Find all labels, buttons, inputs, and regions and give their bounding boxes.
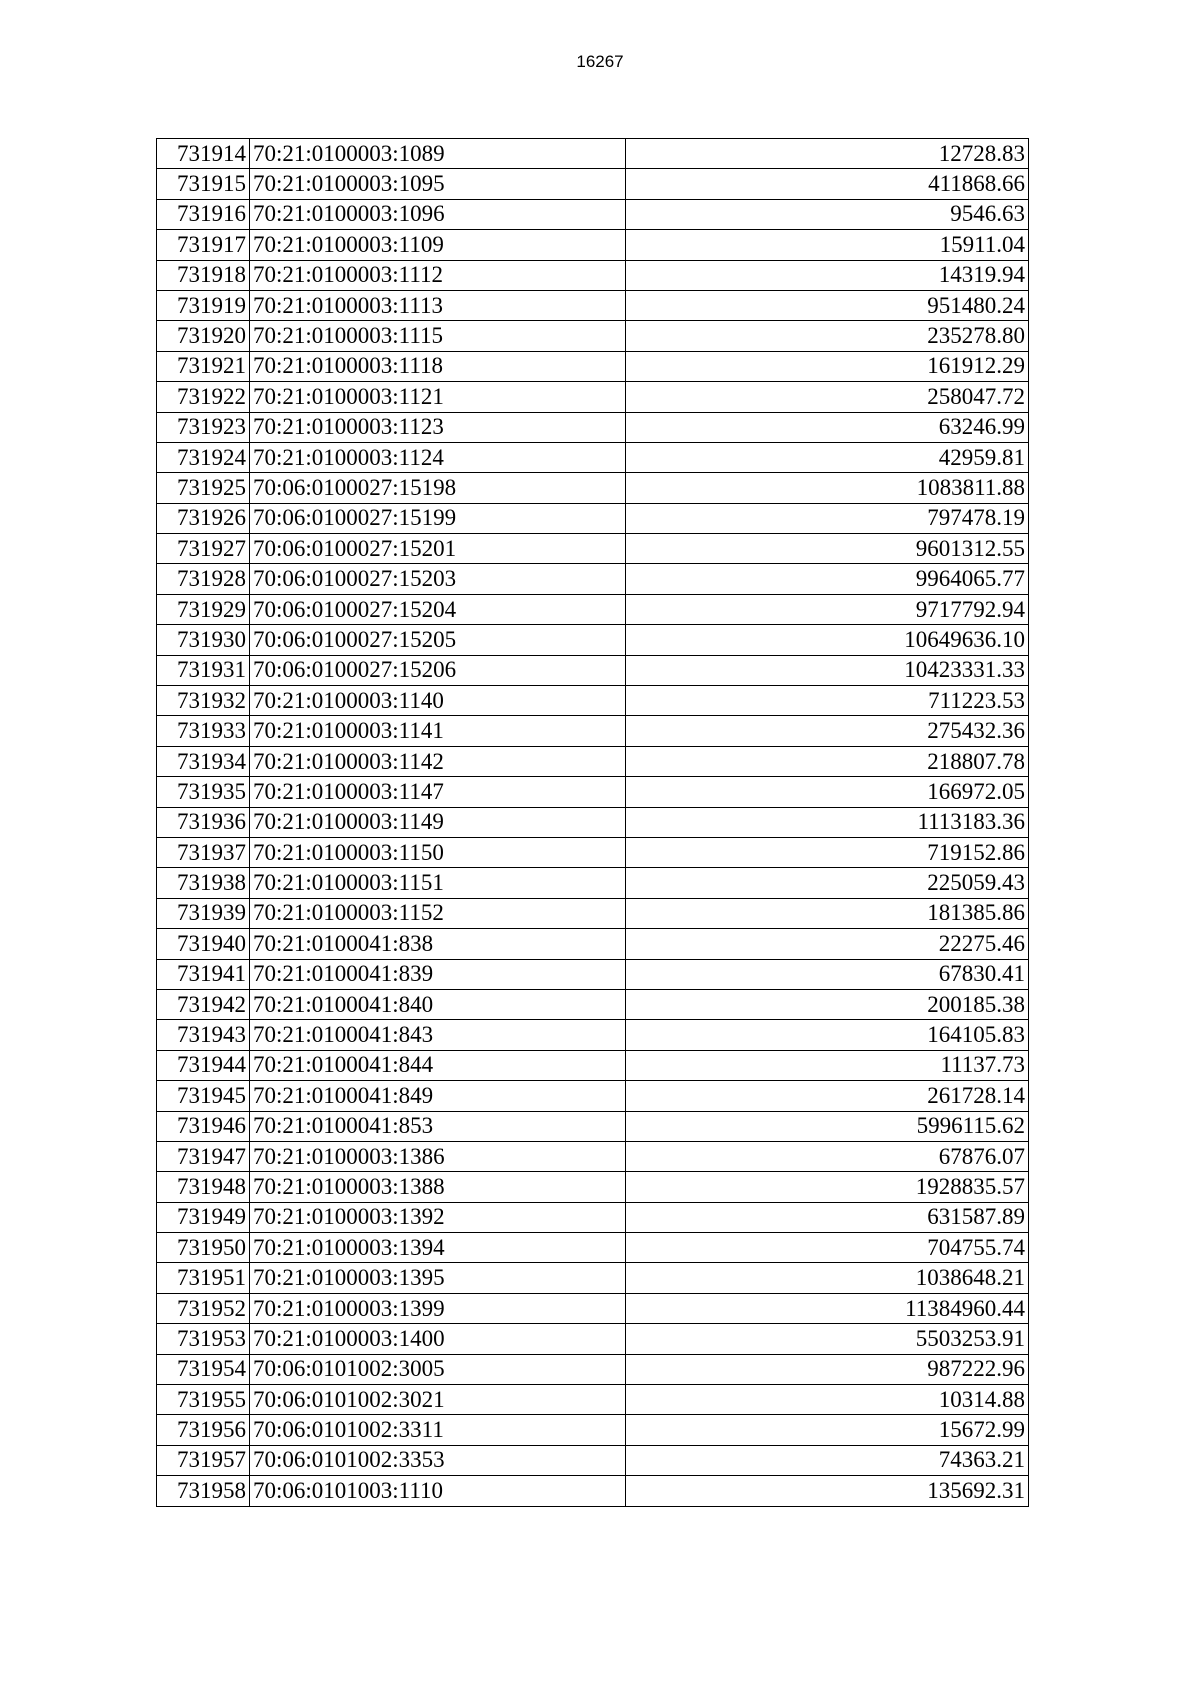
table-row <box>157 837 1029 867</box>
row-number-cell: 731958 <box>157 1476 250 1506</box>
table-row <box>157 1263 1029 1293</box>
row-number-cell: 731945 <box>157 1081 250 1111</box>
table-row <box>157 807 1029 837</box>
cadastral-value-cell: 258047.72 <box>626 382 1029 412</box>
cadastral-value-cell: 1038648.21 <box>626 1263 1029 1293</box>
cadastral-value-cell: 411868.66 <box>626 169 1029 199</box>
cadastral-value-cell: 631587.89 <box>626 1202 1029 1232</box>
cadastral-number-cell: 70:21:0100041:840 <box>250 989 626 1019</box>
table-row <box>157 625 1029 655</box>
row-number-cell: 731942 <box>157 989 250 1019</box>
cadastral-value-cell: 200185.38 <box>626 989 1029 1019</box>
table-row <box>157 1111 1029 1141</box>
cadastral-value-cell: 711223.53 <box>626 686 1029 716</box>
cadastral-number-cell: 70:21:0100003:1392 <box>250 1202 626 1232</box>
cadastral-number-cell: 70:21:0100003:1400 <box>250 1324 626 1354</box>
cadastral-number-cell: 70:21:0100003:1388 <box>250 1172 626 1202</box>
table-row <box>157 503 1029 533</box>
cadastral-value-cell: 235278.80 <box>626 321 1029 351</box>
row-number-cell: 731934 <box>157 746 250 776</box>
cadastral-value-cell: 951480.24 <box>626 290 1029 320</box>
cadastral-value-cell: 9546.63 <box>626 199 1029 229</box>
cadastral-number-cell: 70:21:0100003:1112 <box>250 260 626 290</box>
table-row <box>157 1081 1029 1111</box>
table-row <box>157 1354 1029 1384</box>
cadastral-number-cell: 70:06:0100027:15206 <box>250 655 626 685</box>
cadastral-number-cell: 70:21:0100003:1399 <box>250 1293 626 1323</box>
page-number: 16267 <box>576 52 624 71</box>
cadastral-value-cell: 135692.31 <box>626 1476 1029 1506</box>
table-row <box>157 746 1029 776</box>
cadastral-number-cell: 70:21:0100041:839 <box>250 959 626 989</box>
row-number-cell: 731950 <box>157 1233 250 1263</box>
table-row <box>157 564 1029 594</box>
row-number-cell: 731927 <box>157 534 250 564</box>
row-number-cell: 731914 <box>157 139 250 169</box>
cadastral-value-cell: 164105.83 <box>626 1020 1029 1050</box>
row-number-cell: 731915 <box>157 169 250 199</box>
row-number-cell: 731931 <box>157 655 250 685</box>
row-number-cell: 731923 <box>157 412 250 442</box>
table-row <box>157 382 1029 412</box>
cadastral-value-cell: 275432.36 <box>626 716 1029 746</box>
row-number-cell: 731924 <box>157 442 250 472</box>
table-row <box>157 260 1029 290</box>
table-row <box>157 959 1029 989</box>
cadastral-value-cell: 9601312.55 <box>626 534 1029 564</box>
cadastral-number-cell: 70:21:0100003:1149 <box>250 807 626 837</box>
cadastral-number-cell: 70:06:0101002:3353 <box>250 1445 626 1475</box>
cadastral-value-cell: 10314.88 <box>626 1385 1029 1415</box>
cadastral-number-cell: 70:06:0100027:15201 <box>250 534 626 564</box>
cadastral-number-cell: 70:21:0100003:1386 <box>250 1141 626 1171</box>
row-number-cell: 731926 <box>157 503 250 533</box>
cadastral-number-cell: 70:21:0100003:1095 <box>250 169 626 199</box>
cadastral-number-cell: 70:06:0101003:1110 <box>250 1476 626 1506</box>
cadastral-value-cell: 11137.73 <box>626 1050 1029 1080</box>
cadastral-number-cell: 70:21:0100003:1395 <box>250 1263 626 1293</box>
cadastral-value-cell: 704755.74 <box>626 1233 1029 1263</box>
cadastral-number-cell: 70:21:0100003:1141 <box>250 716 626 746</box>
cadastral-value-cell: 11384960.44 <box>626 1293 1029 1323</box>
cadastral-value-cell: 9717792.94 <box>626 594 1029 624</box>
table-row <box>157 1020 1029 1050</box>
cadastral-value-cell: 1928835.57 <box>626 1172 1029 1202</box>
row-number-cell: 731952 <box>157 1293 250 1323</box>
row-number-cell: 731953 <box>157 1324 250 1354</box>
row-number-cell: 731955 <box>157 1385 250 1415</box>
table-row <box>157 989 1029 1019</box>
row-number-cell: 731919 <box>157 290 250 320</box>
row-number-cell: 731917 <box>157 230 250 260</box>
cadastral-number-cell: 70:06:0101002:3311 <box>250 1415 626 1445</box>
cadastral-value-cell: 5996115.62 <box>626 1111 1029 1141</box>
table-row <box>157 1202 1029 1232</box>
row-number-cell: 731956 <box>157 1415 250 1445</box>
table-row <box>157 1141 1029 1171</box>
cadastral-number-cell: 70:06:0100027:15199 <box>250 503 626 533</box>
row-number-cell: 731916 <box>157 199 250 229</box>
cadastral-number-cell: 70:21:0100003:1115 <box>250 321 626 351</box>
row-number-cell: 731944 <box>157 1050 250 1080</box>
cadastral-number-cell: 70:21:0100003:1109 <box>250 230 626 260</box>
table-row <box>157 1050 1029 1080</box>
table-row <box>157 442 1029 472</box>
cadastral-number-cell: 70:21:0100041:853 <box>250 1111 626 1141</box>
table-row <box>157 929 1029 959</box>
table-row <box>157 139 1029 169</box>
table-row <box>157 1476 1029 1506</box>
cadastral-value-cell: 15911.04 <box>626 230 1029 260</box>
row-number-cell: 731957 <box>157 1445 250 1475</box>
cadastral-number-cell: 70:21:0100003:1123 <box>250 412 626 442</box>
row-number-cell: 731940 <box>157 929 250 959</box>
cadastral-number-cell: 70:21:0100041:849 <box>250 1081 626 1111</box>
row-number-cell: 731922 <box>157 382 250 412</box>
cadastral-value-cell: 225059.43 <box>626 868 1029 898</box>
row-number-cell: 731947 <box>157 1141 250 1171</box>
cadastral-value-cell: 1113183.36 <box>626 807 1029 837</box>
table-body <box>157 139 1029 1507</box>
cadastral-value-cell: 22275.46 <box>626 929 1029 959</box>
cadastral-value-cell: 74363.21 <box>626 1445 1029 1475</box>
cadastral-value-cell: 10649636.10 <box>626 625 1029 655</box>
row-number-cell: 731921 <box>157 351 250 381</box>
cadastral-number-cell: 70:21:0100003:1096 <box>250 199 626 229</box>
cadastral-value-cell: 161912.29 <box>626 351 1029 381</box>
cadastral-value-cell: 797478.19 <box>626 503 1029 533</box>
cadastral-number-cell: 70:21:0100041:843 <box>250 1020 626 1050</box>
table-row <box>157 321 1029 351</box>
row-number-cell: 731930 <box>157 625 250 655</box>
row-number-cell: 731932 <box>157 686 250 716</box>
cadastral-number-cell: 70:21:0100003:1150 <box>250 837 626 867</box>
cadastral-number-cell: 70:06:0101002:3021 <box>250 1385 626 1415</box>
row-number-cell: 731918 <box>157 260 250 290</box>
row-number-cell: 731925 <box>157 473 250 503</box>
cadastral-value-cell: 63246.99 <box>626 412 1029 442</box>
cadastral-number-cell: 70:21:0100003:1140 <box>250 686 626 716</box>
table-row <box>157 1233 1029 1263</box>
cadastral-number-cell: 70:21:0100003:1394 <box>250 1233 626 1263</box>
cadastral-number-cell: 70:21:0100003:1118 <box>250 351 626 381</box>
cadastral-value-cell: 261728.14 <box>626 1081 1029 1111</box>
cadastral-value-table <box>156 138 1029 1507</box>
cadastral-number-cell: 70:06:0100027:15198 <box>250 473 626 503</box>
cadastral-number-cell: 70:06:0100027:15204 <box>250 594 626 624</box>
cadastral-value-cell: 12728.83 <box>626 139 1029 169</box>
cadastral-number-cell: 70:21:0100041:844 <box>250 1050 626 1080</box>
cadastral-value-cell: 218807.78 <box>626 746 1029 776</box>
cadastral-number-cell: 70:21:0100003:1152 <box>250 898 626 928</box>
cadastral-value-cell: 719152.86 <box>626 837 1029 867</box>
cadastral-value-cell: 166972.05 <box>626 777 1029 807</box>
cadastral-value-cell: 5503253.91 <box>626 1324 1029 1354</box>
row-number-cell: 731954 <box>157 1354 250 1384</box>
table-row <box>157 169 1029 199</box>
cadastral-number-cell: 70:21:0100003:1147 <box>250 777 626 807</box>
table-row <box>157 868 1029 898</box>
row-number-cell: 731949 <box>157 1202 250 1232</box>
table-row <box>157 686 1029 716</box>
cadastral-value-cell: 67876.07 <box>626 1141 1029 1171</box>
table-row <box>157 1172 1029 1202</box>
table-row <box>157 230 1029 260</box>
table-row <box>157 1324 1029 1354</box>
table-row <box>157 199 1029 229</box>
table-row <box>157 290 1029 320</box>
cadastral-value-cell: 987222.96 <box>626 1354 1029 1384</box>
table-row <box>157 655 1029 685</box>
cadastral-number-cell: 70:21:0100003:1124 <box>250 442 626 472</box>
table-row <box>157 594 1029 624</box>
row-number-cell: 731951 <box>157 1263 250 1293</box>
cadastral-value-cell: 10423331.33 <box>626 655 1029 685</box>
cadastral-number-cell: 70:21:0100003:1151 <box>250 868 626 898</box>
table-row <box>157 534 1029 564</box>
cadastral-value-cell: 15672.99 <box>626 1415 1029 1445</box>
row-number-cell: 731941 <box>157 959 250 989</box>
row-number-cell: 731938 <box>157 868 250 898</box>
cadastral-number-cell: 70:06:0101002:3005 <box>250 1354 626 1384</box>
table-row <box>157 777 1029 807</box>
cadastral-number-cell: 70:21:0100003:1121 <box>250 382 626 412</box>
cadastral-number-cell: 70:06:0100027:15205 <box>250 625 626 655</box>
cadastral-number-cell: 70:21:0100003:1113 <box>250 290 626 320</box>
row-number-cell: 731935 <box>157 777 250 807</box>
table-row <box>157 1293 1029 1323</box>
row-number-cell: 731943 <box>157 1020 250 1050</box>
row-number-cell: 731928 <box>157 564 250 594</box>
cadastral-value-cell: 1083811.88 <box>626 473 1029 503</box>
table-row <box>157 716 1029 746</box>
row-number-cell: 731946 <box>157 1111 250 1141</box>
cadastral-value-cell: 9964065.77 <box>626 564 1029 594</box>
cadastral-value-cell: 14319.94 <box>626 260 1029 290</box>
row-number-cell: 731936 <box>157 807 250 837</box>
row-number-cell: 731929 <box>157 594 250 624</box>
table-row <box>157 1415 1029 1445</box>
row-number-cell: 731933 <box>157 716 250 746</box>
row-number-cell: 731920 <box>157 321 250 351</box>
cadastral-value-cell: 67830.41 <box>626 959 1029 989</box>
row-number-cell: 731948 <box>157 1172 250 1202</box>
table-row <box>157 351 1029 381</box>
table-row <box>157 1385 1029 1415</box>
cadastral-number-cell: 70:21:0100003:1089 <box>250 139 626 169</box>
cadastral-number-cell: 70:21:0100003:1142 <box>250 746 626 776</box>
table-row <box>157 898 1029 928</box>
cadastral-value-cell: 42959.81 <box>626 442 1029 472</box>
row-number-cell: 731939 <box>157 898 250 928</box>
cadastral-number-cell: 70:21:0100041:838 <box>250 929 626 959</box>
table-row <box>157 473 1029 503</box>
table-row <box>157 412 1029 442</box>
table-row <box>157 1445 1029 1475</box>
cadastral-number-cell: 70:06:0100027:15203 <box>250 564 626 594</box>
cadastral-value-cell: 181385.86 <box>626 898 1029 928</box>
row-number-cell: 731937 <box>157 837 250 867</box>
